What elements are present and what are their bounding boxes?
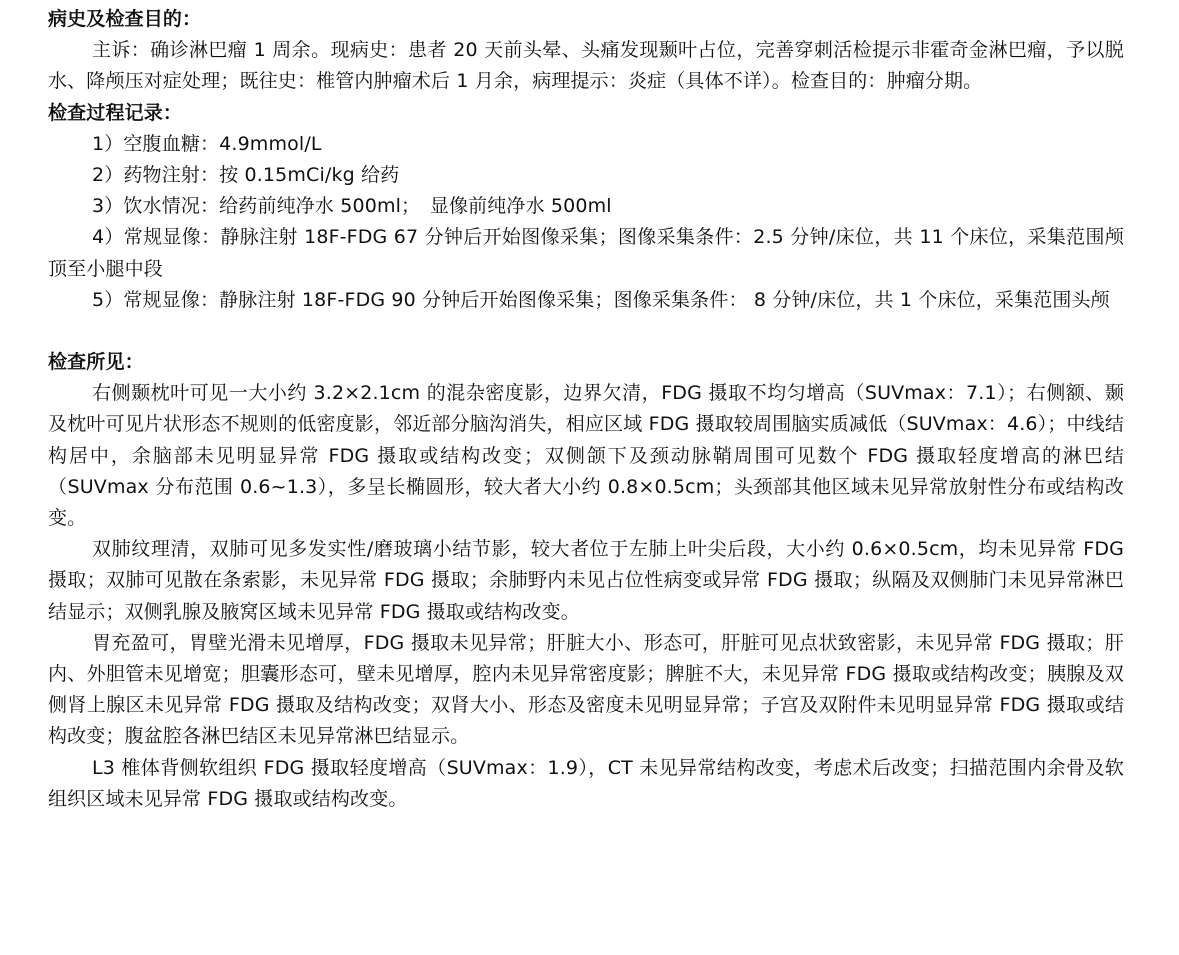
findings-head-neck: 右侧颞枕叶可见一大小约 3.2×2.1cm 的混杂密度影，边界欠清，FDG 摄取不均匀增高（SUVmax：7.1）；右侧额、颞及枕叶可见片状形态不规则的低密度影，邻近部分脑沟消失，相应区域 FDG 摄取较周围脑实质减低（SUVmax：4.6）；中线结构居中，余脑部未见明显异常 FDG 摄取或结构改变；双侧颌下及颈动脉鞘周围可见数个 FDG 摄取轻度增高的淋巴结（SUVmax 分布范围 0.6~1.3），多呈长椭圆形，较大者大小约 0.8×0.5cm；头颈部其他区域未见异常放射性分布或结构改变。 [48,382,1124,530]
findings-heading: 检查所见： [48,351,144,374]
report-document [48,4,1124,815]
findings-abdomen-pelvis: 胃充盈可，胃壁光滑未见增厚，FDG 摄取未见异常；肝脏大小、形态可，肝脏可见点状致密影，未见异常 FDG 摄取；肝内、外胆管未见增宽；胆囊形态可，壁未见增厚，腔内未见异常密度影；脾脏不大，未见异常 FDG 摄取或结构改变；胰腺及双侧肾上腺区未见异常 FDG 摄取及结构改变；双肾大小、形态及密度未见明显异常；子宫及双附件未见明显异常 FDG 摄取或结构改变；腹盆腔各淋巴结区未见异常淋巴结显示。 [48,631,1124,748]
procedure-item-routine-imaging-1: 4）常规显像：静脉注射 18F-FDG 67 分钟后开始图像采集；图像采集条件：2.5 分钟/床位，共 11 个床位，采集范围颅顶至小腿中段 [48,226,1124,280]
procedure-item-blood-glucose: 1）空腹血糖：4.9mmol/L [92,132,322,155]
procedure-heading: 检查过程记录： [48,101,183,124]
procedure-item-injection: 2）药物注射：按 0.15mCi/kg 给药 [92,164,400,187]
procedure-item-routine-imaging-2: 5）常规显像：静脉注射 18F-FDG 90 分钟后开始图像采集；图像采集条件： 8 分钟/床位，共 1 个床位，采集范围头颅 [92,288,1110,311]
history-heading: 病史及检查目的： [48,8,202,30]
findings-bone-soft-tissue: L3 椎体背侧软组织 FDG 摄取轻度增高（SUVmax：1.9），CT 未见异常结构改变，考虑术后改变；扫描范围内余骨及软组织区域未见异常 FDG 摄取或结构改变。 [48,756,1124,810]
history-text: 主诉：确诊淋巴瘤 1 周余。现病史：患者 20 天前头晕、头痛发现颞叶占位，完善穿刺活检提示非霍奇金淋巴瘤，予以脱水、降颅压对症处理；既往史：椎管内肿瘤术后 1 月余，病理提示：炎症（具体不详）。检查目的：肿瘤分期。 [48,39,1124,93]
findings-chest: 双肺纹理清，双肺可见多发实性/磨玻璃小结节影，较大者位于左肺上叶尖后段，大小约 0.6×0.5cm，均未见异常 FDG 摄取；双肺可见散在条索影，未见异常 FDG 摄取；余肺野内未见占位性病变或异常 FDG 摄取；纵隔及双侧肺门未见异常淋巴结显示；双侧乳腺及腋窝区域未见异常 FDG 摄取或结构改变。 [48,538,1124,623]
section-spacer [48,316,1124,347]
procedure-item-water-intake: 3）饮水情况：给药前纯净水 500ml； 显像前纯净水 500ml [92,195,612,218]
